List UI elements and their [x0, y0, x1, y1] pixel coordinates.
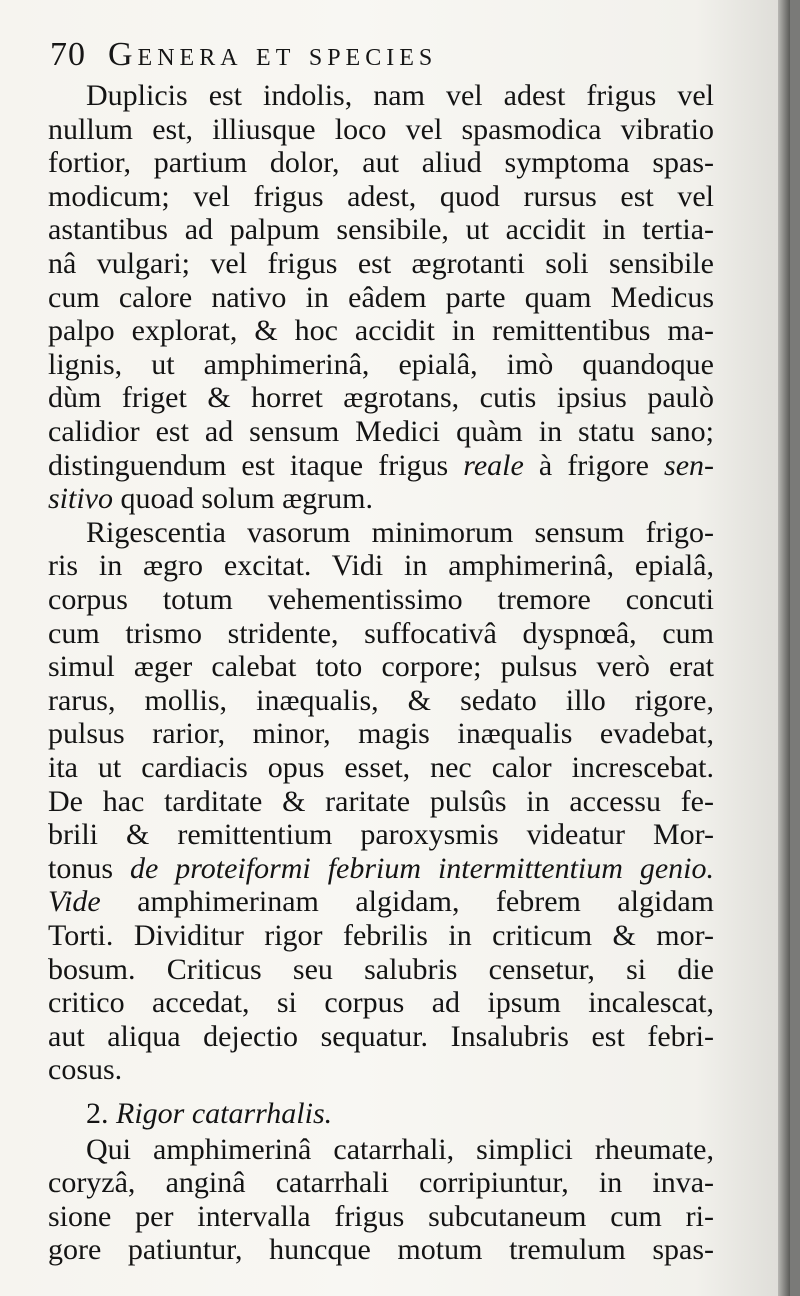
text-line — [48, 818, 714, 852]
page-edge-shadow — [778, 0, 790, 1296]
line-text: simul æger calebat toto corpore; pulsus verò erat — [48, 650, 714, 684]
running-title: Genera et species — [108, 36, 438, 73]
line-text: nâ vulgari; vel frigus est ægrotanti soli sensibile — [48, 247, 714, 280]
line-text: amphimerinam algidam, febrem algidam — [137, 885, 714, 919]
text-line — [48, 113, 714, 147]
text-line — [48, 852, 714, 886]
line-text: corpus totum vehementissimo tremore concuti — [48, 583, 714, 616]
text-line — [48, 919, 714, 953]
text-line — [48, 180, 714, 214]
line-text: Torti. Dividitur rigor febrilis in criticum & mor- — [48, 919, 714, 952]
line-text: critico accedat, si corpus ad ipsum incalescat, — [48, 986, 714, 1020]
text-line — [48, 146, 714, 180]
italic-text: sen- — [664, 448, 715, 482]
line-text: nullum est, illiusque loco vel spasmodica vibratio — [48, 112, 714, 146]
line-text: quoad solum ægrum. — [120, 482, 373, 516]
text-line — [48, 1053, 714, 1087]
italic-text: Vide — [48, 885, 101, 919]
line-text: bosum. Criticus seu salubris censetur, si die — [48, 952, 714, 986]
line-text: à frigore — [538, 448, 649, 482]
text-line — [48, 549, 714, 583]
line-text: lignis, ut amphimerinâ, epialâ, imò quandoque — [48, 347, 714, 381]
line-text: palpo explorat, & hoc accidit in remittentibus ma- — [48, 314, 714, 348]
text-line — [48, 482, 714, 516]
text-line — [48, 583, 714, 617]
line-text: pulsus rarior, minor, magis inæqualis evadebat, — [48, 717, 714, 751]
text-line — [48, 717, 714, 751]
line-text: dùm friget & horret ægrotans, cutis ipsius paulò — [48, 381, 714, 415]
line-text: brili & remittentium paroxysmis videatur Mor- — [48, 818, 714, 852]
line-text: Duplicis est indolis, nam vel adest frigus vel — [86, 79, 714, 112]
line-text: fortior, partium dolor, aut aliud symptoma spas- — [48, 146, 714, 180]
text-line — [48, 348, 714, 382]
italic-text: sitivo — [48, 482, 113, 516]
line-text: calidior est ad sensum Medici quàm in statu sano; — [48, 415, 714, 448]
text-line — [48, 751, 714, 785]
text-line — [48, 1166, 714, 1200]
text-line — [48, 281, 714, 315]
text-line — [48, 953, 714, 987]
italic-text: reale — [463, 448, 524, 482]
line-text: Rigescentia vasorum minimorum sensum frigo- — [86, 515, 714, 549]
line-text: sione per intervalla frigus subcutaneum cum ri- — [48, 1199, 714, 1233]
line-text: 2. — [86, 1097, 109, 1130]
line-text: Qui amphimerinâ catarrhali, simplici rheumate, — [86, 1132, 714, 1166]
line-text: rarus, mollis, inæqualis, & sedato illo rigore, — [48, 683, 714, 717]
text-line — [48, 314, 714, 348]
text-line — [48, 1200, 714, 1234]
italic-text: Rigor catarrhalis. — [116, 1097, 333, 1130]
text-line — [48, 247, 714, 281]
line-text: modicum; vel frigus adest, quod rursus est vel — [48, 179, 714, 213]
text-line — [48, 415, 714, 449]
line-text: aut aliqua dejectio sequatur. Insalubris est febri- — [48, 1019, 714, 1053]
line-text: coryzâ, anginâ catarrhali corripiuntur, in inva- — [48, 1166, 714, 1200]
text-line — [48, 617, 714, 651]
line-text: ris in ægro excitat. Vidi in amphimerinâ, epialâ, — [48, 549, 714, 583]
text-line — [48, 785, 714, 819]
line-text: ita ut cardiacis opus esset, nec calor increscebat. — [48, 751, 714, 784]
line-text: gore patiuntur, huncque motum tremulum spas- — [48, 1233, 714, 1267]
text-line — [48, 986, 714, 1020]
text-line — [48, 650, 714, 684]
line-text: cum trismo stridente, suffocativâ dyspnœâ, cum — [48, 616, 714, 650]
text-line — [48, 684, 714, 718]
text-line — [48, 381, 714, 415]
italic-text: de proteiformi febrium intermittentium genio. — [129, 851, 715, 885]
line-text: De hac tarditate & raritate pulsûs in accessu fe- — [48, 784, 714, 818]
text-line — [86, 1133, 714, 1167]
text-line — [48, 213, 714, 247]
text-line — [48, 1233, 714, 1267]
line-text: astantibus ad palpum sensibile, ut accidit in tertia- — [48, 213, 714, 247]
line-text: distinguendum est itaque frigus — [48, 448, 449, 482]
text-line — [86, 516, 714, 550]
text-line — [48, 1020, 714, 1054]
text-line — [48, 449, 714, 483]
line-text: tonus — [48, 851, 114, 885]
line-text: cosus. — [48, 1053, 123, 1087]
text-line — [86, 79, 714, 113]
line-text: cum calore nativo in eâdem parte quam Medicus — [48, 280, 714, 314]
text-line — [48, 885, 714, 919]
running-header — [50, 36, 437, 74]
text-line — [86, 1097, 714, 1131]
page-number: 70 — [50, 36, 86, 73]
